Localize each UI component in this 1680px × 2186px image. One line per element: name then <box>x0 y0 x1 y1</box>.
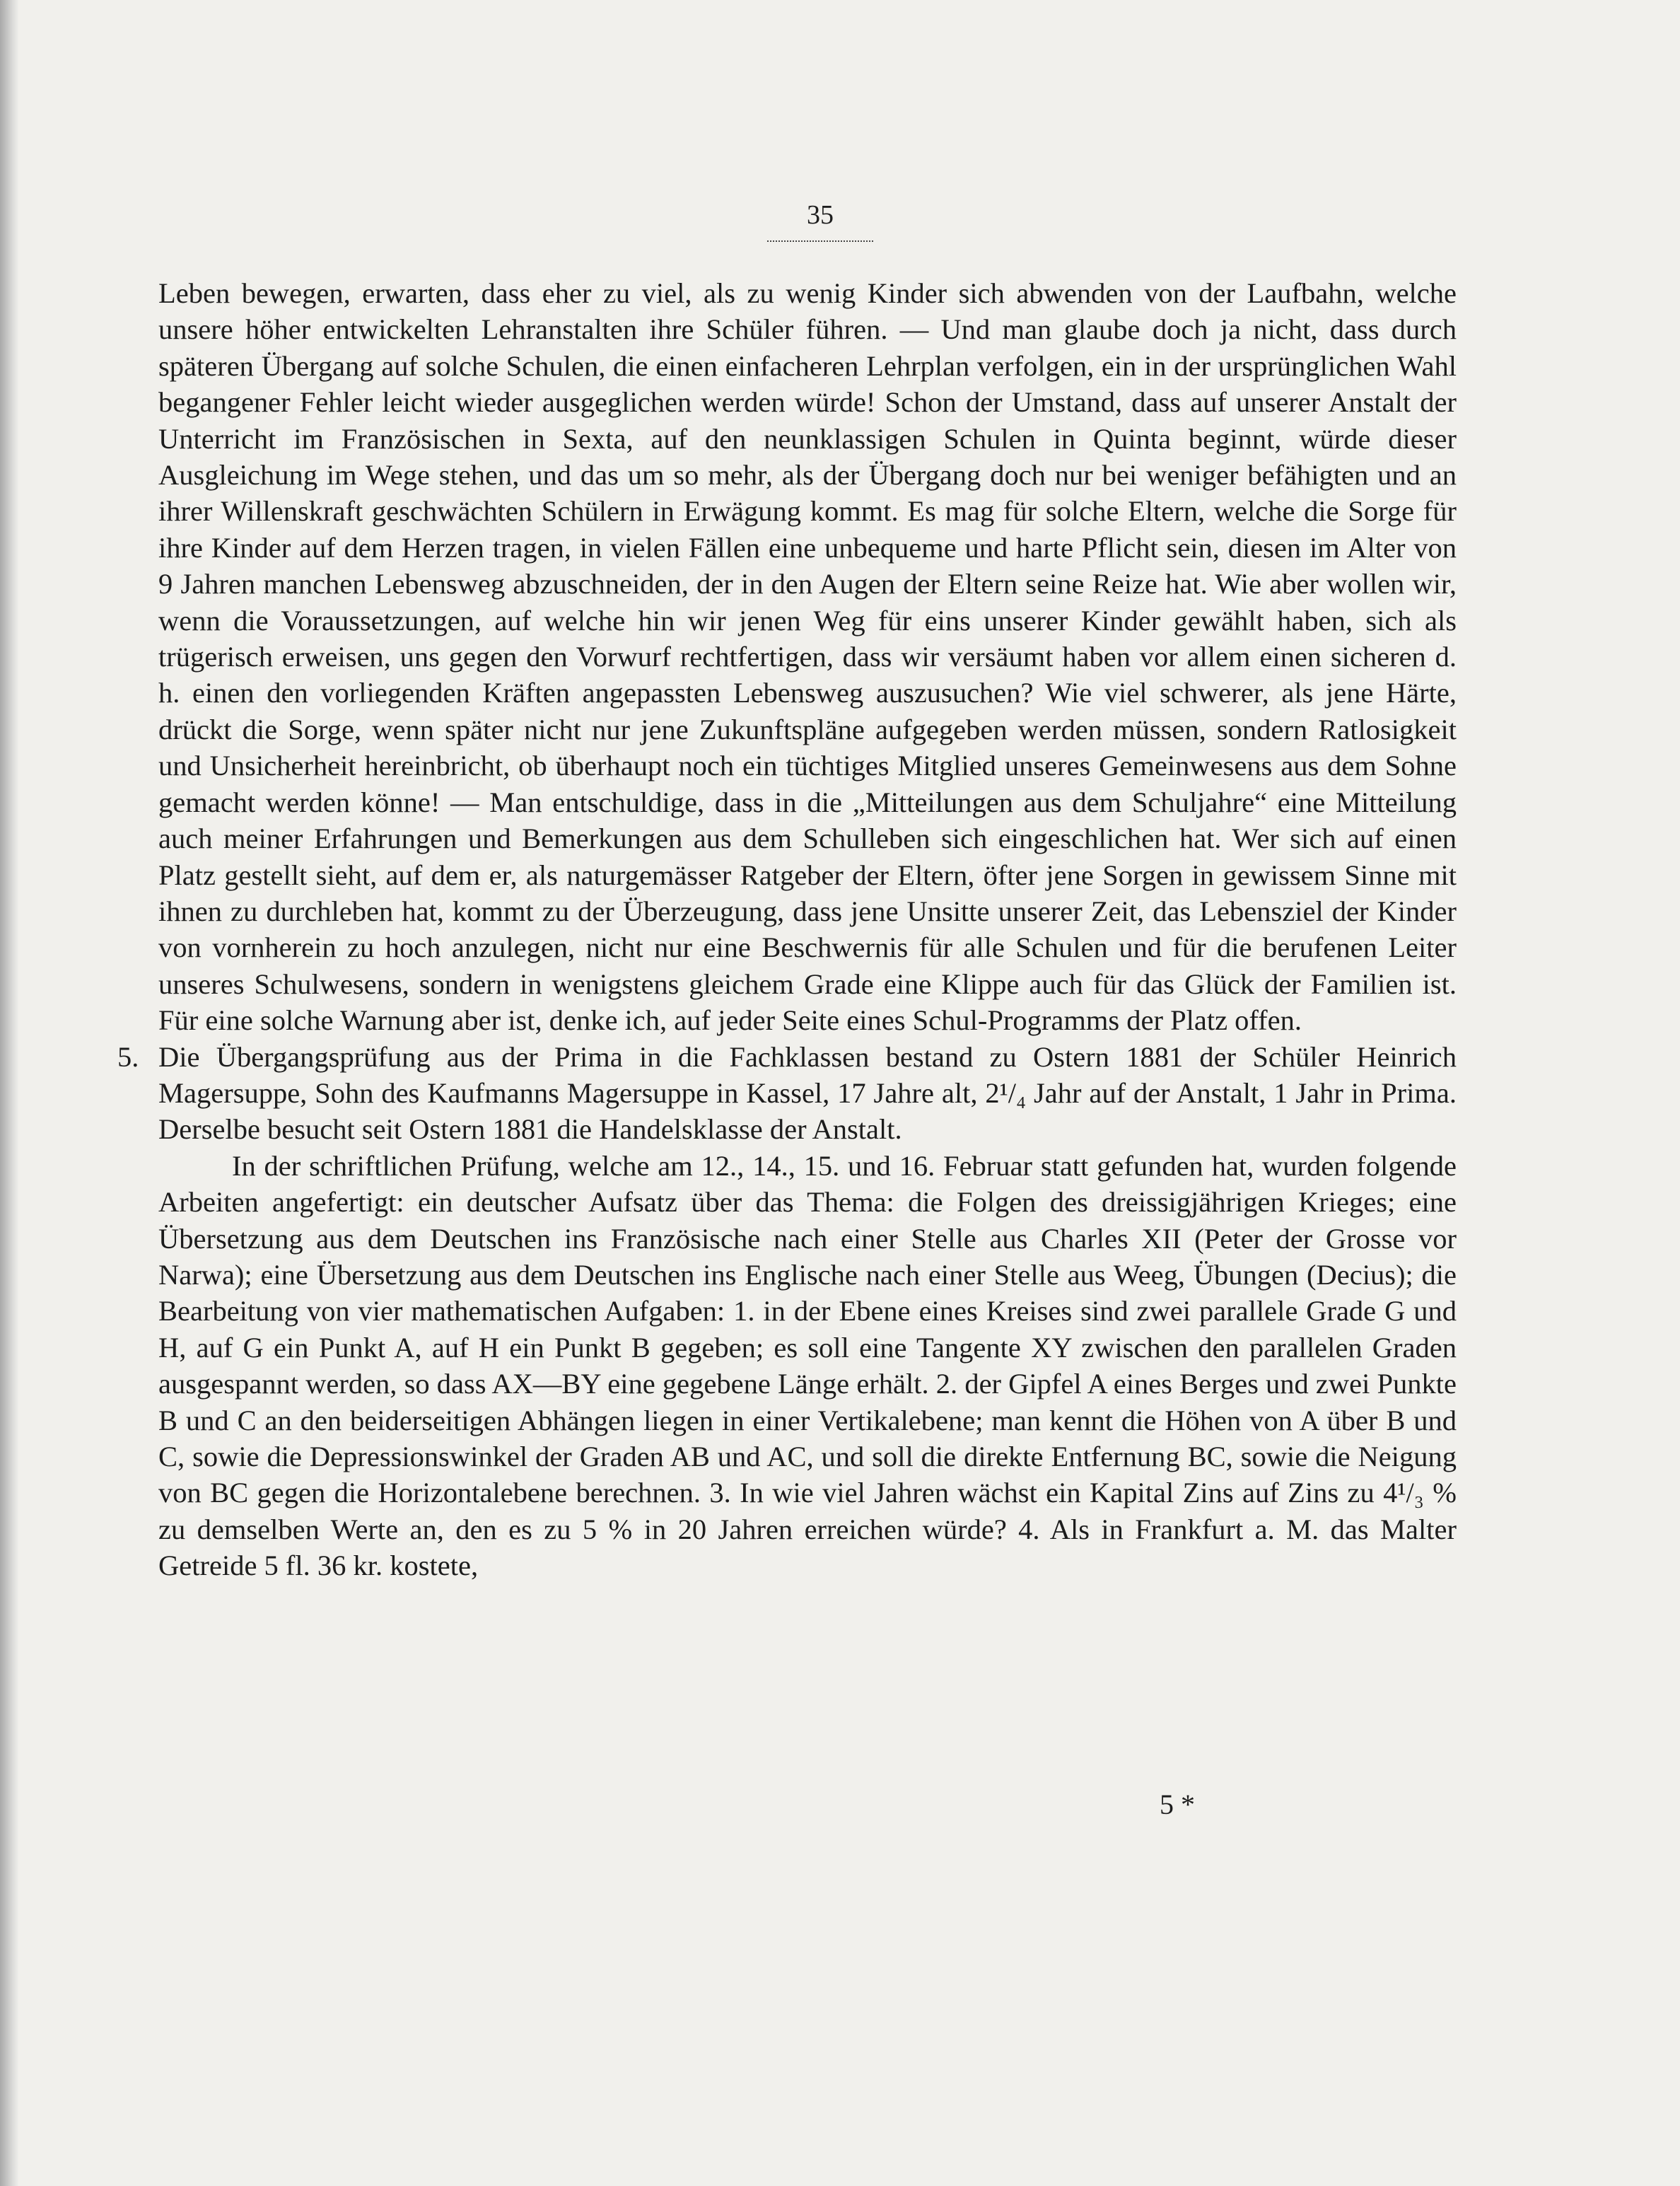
paragraph-continuation: Leben bewegen, erwarten, dass eher zu viel, als zu wenig Kinder sich abwenden von der Laufbahn, welche unsere höher entwickelten Lehranstalten ihre Schüler führen. — Und man glaube doch ja nicht, dass durch späteren Übergang auf solche Schulen, die einen einfacheren Lehrplan verfolgen, ein in der ursprünglichen Wahl begangener Fehler leicht wieder ausgeglichen werden würde! Schon der Umstand, dass auf unserer Anstalt der Unterricht im Französischen in Sexta, auf den neunklassigen Schulen in Quinta beginnt, würde dieser Ausgleichung im Wege stehen, und das um so mehr, als der Übergang doch nur bei weniger befähigten und an ihrer Willenskraft geschwächten Schülern in Erwägung kommt. Es mag für solche Eltern, welche die Sorge für ihre Kinder auf dem Herzen tragen, in vielen Fällen eine unbequeme und harte Pflicht sein, diesen im Alter von 9 Jahren manchen Lebensweg abzuschneiden, der in den Augen der Eltern seine Reize hat. Wie aber wollen wir, wenn die Voraussetzungen, auf welche hin wir jenen Weg für eins unserer Kinder gewählt haben, sich als trügerisch erweisen, uns gegen den Vorwurf rechtfertigen, dass wir versäumt haben vor allem einen sicheren d. h. einen den vorliegenden Kräften angepassten Lebensweg auszusuchen? Wie viel schwerer, als jene Härte, drückt die Sorge, wenn später nicht nur jene Zukunftspläne aufgegeben werden müssen, sondern Ratlosigkeit und Unsicherheit hereinbricht, ob überhaupt noch ein tüchtiges Mitglied unseres Gemeinwesens aus dem Sohne gemacht werden könne! — Man entschuldige, dass in die „Mitteilungen aus dem Schuljahre“ eine Mitteilung auch meiner Erfahrungen und Bemerkungen aus dem Schulleben sich eingeschlichen hat. Wer sich auf einen Platz gestellt sieht, auf dem er, als naturgemässer Ratgeber der Eltern, öfter jene Sorgen in gewissem Sinne mit ihnen zu durchleben hat, kommt zu der Überzeugung, dass jene Unsitte unserer Zeit, das Lebensziel der Kinder von vornherein zu hoch anzulegen, nicht nur eine Beschwernis für alle Schulen und für die berufenen Leiter unseres Schulwesens, sondern in wenigstens gleichem Grade eine Klippe auch für das Glück der Familien ist. Für eine solche Warnung aber ist, denke ich, auf jeder Seite eines Schul-Programms der Platz offen. <box>158 277 1457 1037</box>
page-number-rule <box>767 240 873 242</box>
item-text: Die Übergangsprüfung aus der Prima in die Fachklassen bestand zu Ostern 1881 der Schüler Heinrich Magersuppe, Sohn des Kaufmanns Magersuppe in Kassel, 17 Jahre alt, 2¹/₄ Jahr auf der Anstalt, 1 Jahr in Prima. Derselbe besucht seit Ostern 1881 die Handelsklasse der Anstalt. <box>158 1040 1457 1146</box>
page-number: 35 <box>807 200 834 230</box>
item-number: 5. <box>117 1040 139 1073</box>
body-text <box>117 275 1457 1584</box>
paragraph-exam: In der schriftlichen Prüfung, welche am 12., 14., 15. und 16. Februar statt gefunden hat, wurden folgende Arbeiten angefertigt: ein deutscher Aufsatz über das Thema: die Folgen des dreissigjährigen Krieges; eine Übersetzung aus dem Deutschen ins Französische nach einer Stelle aus Charles XII (Peter der Grosse vor Narwa); eine Übersetzung aus dem Deutschen ins Englische nach einer Stelle aus Weeg, Übungen (Decius); die Bearbeitung von vier mathematischen Aufgaben: 1. in der Ebene eines Kreises sind zwei parallele Grade G und H, auf G ein Punkt A, auf H ein Punkt B gegeben; es soll eine Tangente XY zwischen den parallelen Graden ausgespannt werden, so dass AX—BY eine gegebene Länge erhält. 2. der Gipfel A eines Berges und zwei Punkte B und C an den beiderseitigen Abhängen liegen in einer Vertikalebene; man kennt die Höhen von A über B und C, sowie die Depressionswinkel der Graden AB und AC, und soll die direkte Entfernung BC, sowie die Neigung von BC gegen die Horizontalebene berechnen. 3. In wie viel Jahren wächst ein Kapital Zins auf Zins zu 4¹/₃ % zu demselben Werte an, den es zu 5 % in 20 Jahren erreichen würde? 4. Als in Frankfurt a. M. das Malter Getreide 5 fl. 36 kr. kostete, <box>158 1149 1457 1582</box>
page-binding-edge <box>0 0 18 2186</box>
paragraph-item-5 <box>117 1039 1457 1148</box>
printer-signature: 5 * <box>1160 1789 1195 1820</box>
